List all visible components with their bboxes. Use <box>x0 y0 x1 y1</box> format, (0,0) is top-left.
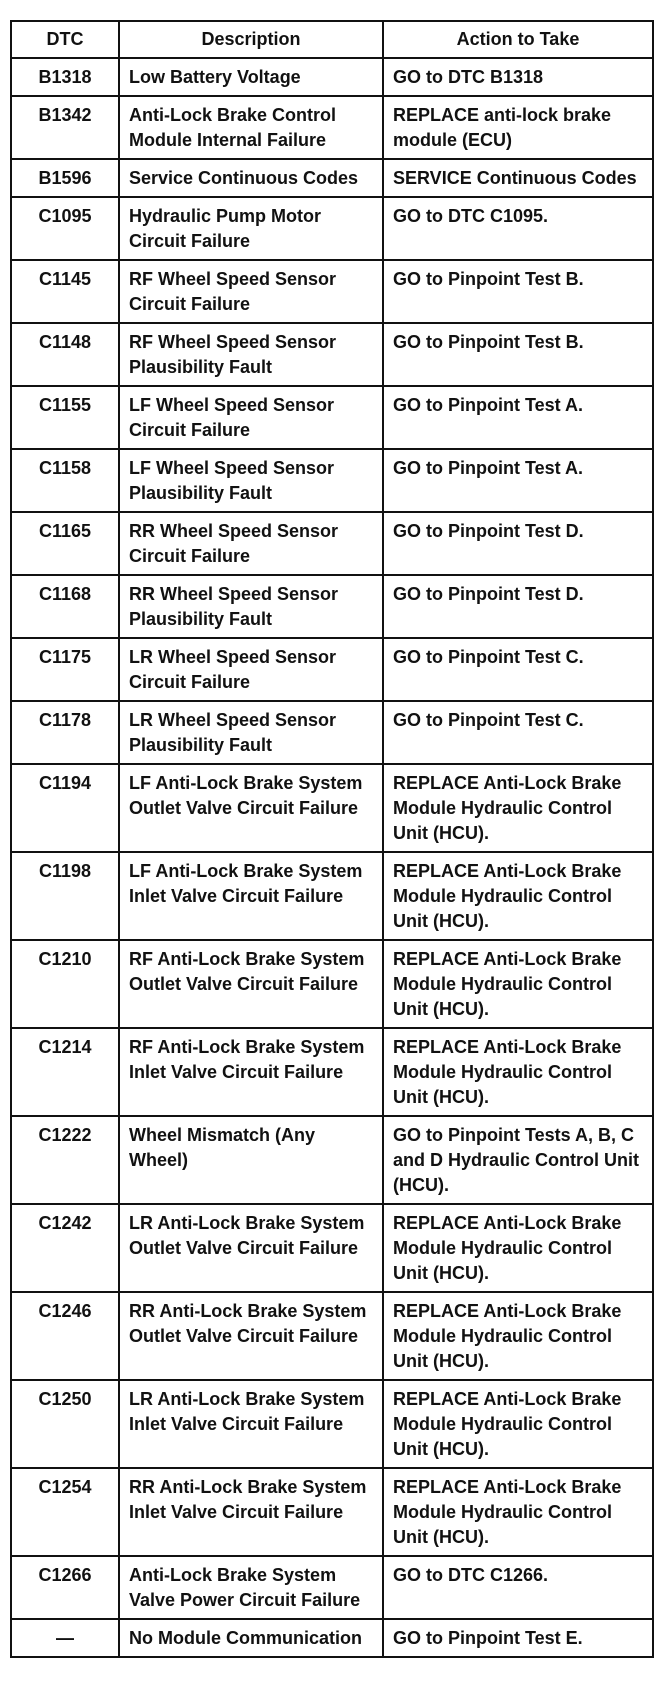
action-cell: GO to Pinpoint Test A. <box>383 386 653 449</box>
dtc-table <box>10 20 654 1658</box>
action-cell: REPLACE Anti-Lock Brake Module Hydraulic Control Unit (HCU). <box>383 1292 653 1380</box>
dtc-code-cell: C1178 <box>11 701 119 764</box>
description-cell: LF Anti-Lock Brake System Inlet Valve Circuit Failure <box>119 852 383 940</box>
action-cell: GO to Pinpoint Test C. <box>383 701 653 764</box>
table-header-row <box>11 21 653 58</box>
dtc-code-cell: C1246 <box>11 1292 119 1380</box>
action-cell: REPLACE anti-lock brake module (ECU) <box>383 96 653 159</box>
table-body <box>11 58 653 1657</box>
table-row <box>11 323 653 386</box>
table-row <box>11 1292 653 1380</box>
table-row <box>11 58 653 96</box>
description-cell: RR Wheel Speed Sensor Plausibility Fault <box>119 575 383 638</box>
description-cell: LR Wheel Speed Sensor Plausibility Fault <box>119 701 383 764</box>
action-cell: GO to Pinpoint Test B. <box>383 260 653 323</box>
table-row <box>11 96 653 159</box>
description-cell: RF Anti-Lock Brake System Inlet Valve Circuit Failure <box>119 1028 383 1116</box>
dtc-code-cell: C1158 <box>11 449 119 512</box>
action-cell: REPLACE Anti-Lock Brake Module Hydraulic Control Unit (HCU). <box>383 1468 653 1556</box>
table-row <box>11 852 653 940</box>
dtc-code-cell: C1155 <box>11 386 119 449</box>
description-cell: LF Anti-Lock Brake System Outlet Valve Circuit Failure <box>119 764 383 852</box>
action-cell: GO to Pinpoint Test E. <box>383 1619 653 1657</box>
description-cell: Wheel Mismatch (Any Wheel) <box>119 1116 383 1204</box>
description-cell: LR Anti-Lock Brake System Inlet Valve Circuit Failure <box>119 1380 383 1468</box>
description-cell: LF Wheel Speed Sensor Plausibility Fault <box>119 449 383 512</box>
description-cell: Hydraulic Pump Motor Circuit Failure <box>119 197 383 260</box>
action-cell: SERVICE Continuous Codes <box>383 159 653 197</box>
dtc-table-container <box>10 20 652 1658</box>
description-cell: LR Anti-Lock Brake System Outlet Valve Circuit Failure <box>119 1204 383 1292</box>
table-row <box>11 1204 653 1292</box>
dtc-code-cell: B1318 <box>11 58 119 96</box>
table-row <box>11 701 653 764</box>
table-row <box>11 1380 653 1468</box>
description-cell: RF Wheel Speed Sensor Circuit Failure <box>119 260 383 323</box>
action-cell: GO to DTC C1266. <box>383 1556 653 1619</box>
dtc-code-cell: C1266 <box>11 1556 119 1619</box>
dtc-code-cell: C1095 <box>11 197 119 260</box>
table-row <box>11 386 653 449</box>
action-cell: GO to Pinpoint Test D. <box>383 512 653 575</box>
table-row <box>11 940 653 1028</box>
column-header-dtc: DTC <box>11 21 119 58</box>
dtc-code-cell: — <box>11 1619 119 1657</box>
description-cell: Anti-Lock Brake System Valve Power Circuit Failure <box>119 1556 383 1619</box>
table-row <box>11 449 653 512</box>
table-row <box>11 260 653 323</box>
action-cell: REPLACE Anti-Lock Brake Module Hydraulic Control Unit (HCU). <box>383 1380 653 1468</box>
action-cell: GO to Pinpoint Test C. <box>383 638 653 701</box>
dtc-code-cell: B1596 <box>11 159 119 197</box>
action-cell: REPLACE Anti-Lock Brake Module Hydraulic Control Unit (HCU). <box>383 1204 653 1292</box>
description-cell: LR Wheel Speed Sensor Circuit Failure <box>119 638 383 701</box>
table-row <box>11 1556 653 1619</box>
description-cell: Anti-Lock Brake Control Module Internal Failure <box>119 96 383 159</box>
dtc-code-cell: C1198 <box>11 852 119 940</box>
dtc-code-cell: C1175 <box>11 638 119 701</box>
action-cell: GO to Pinpoint Test A. <box>383 449 653 512</box>
dtc-code-cell: C1165 <box>11 512 119 575</box>
action-cell: REPLACE Anti-Lock Brake Module Hydraulic Control Unit (HCU). <box>383 764 653 852</box>
dtc-code-cell: C1214 <box>11 1028 119 1116</box>
description-cell: RF Wheel Speed Sensor Plausibility Fault <box>119 323 383 386</box>
description-cell: RR Anti-Lock Brake System Inlet Valve Circuit Failure <box>119 1468 383 1556</box>
action-cell: REPLACE Anti-Lock Brake Module Hydraulic Control Unit (HCU). <box>383 1028 653 1116</box>
dtc-code-cell: C1168 <box>11 575 119 638</box>
column-header-action: Action to Take <box>383 21 653 58</box>
action-cell: REPLACE Anti-Lock Brake Module Hydraulic Control Unit (HCU). <box>383 940 653 1028</box>
table-row <box>11 1619 653 1657</box>
table-row <box>11 638 653 701</box>
action-cell: GO to Pinpoint Test D. <box>383 575 653 638</box>
dtc-code-cell: C1254 <box>11 1468 119 1556</box>
dtc-code-cell: B1342 <box>11 96 119 159</box>
action-cell: GO to DTC C1095. <box>383 197 653 260</box>
action-cell: GO to Pinpoint Test B. <box>383 323 653 386</box>
dtc-code-cell: C1145 <box>11 260 119 323</box>
action-cell: GO to DTC B1318 <box>383 58 653 96</box>
table-row <box>11 1116 653 1204</box>
dtc-code-cell: C1222 <box>11 1116 119 1204</box>
action-cell: GO to Pinpoint Tests A, B, C and D Hydraulic Control Unit (HCU). <box>383 1116 653 1204</box>
column-header-description: Description <box>119 21 383 58</box>
table-row <box>11 764 653 852</box>
table-row <box>11 575 653 638</box>
dtc-code-cell: C1250 <box>11 1380 119 1468</box>
dtc-code-cell: C1210 <box>11 940 119 1028</box>
description-cell: RR Anti-Lock Brake System Outlet Valve Circuit Failure <box>119 1292 383 1380</box>
dtc-code-cell: C1148 <box>11 323 119 386</box>
table-row <box>11 159 653 197</box>
description-cell: LF Wheel Speed Sensor Circuit Failure <box>119 386 383 449</box>
table-row <box>11 1028 653 1116</box>
action-cell: REPLACE Anti-Lock Brake Module Hydraulic Control Unit (HCU). <box>383 852 653 940</box>
description-cell: RF Anti-Lock Brake System Outlet Valve Circuit Failure <box>119 940 383 1028</box>
description-cell: No Module Communication <box>119 1619 383 1657</box>
dtc-code-cell: C1194 <box>11 764 119 852</box>
table-row <box>11 512 653 575</box>
description-cell: RR Wheel Speed Sensor Circuit Failure <box>119 512 383 575</box>
table-row <box>11 1468 653 1556</box>
table-row <box>11 197 653 260</box>
dtc-code-cell: C1242 <box>11 1204 119 1292</box>
description-cell: Low Battery Voltage <box>119 58 383 96</box>
description-cell: Service Continuous Codes <box>119 159 383 197</box>
